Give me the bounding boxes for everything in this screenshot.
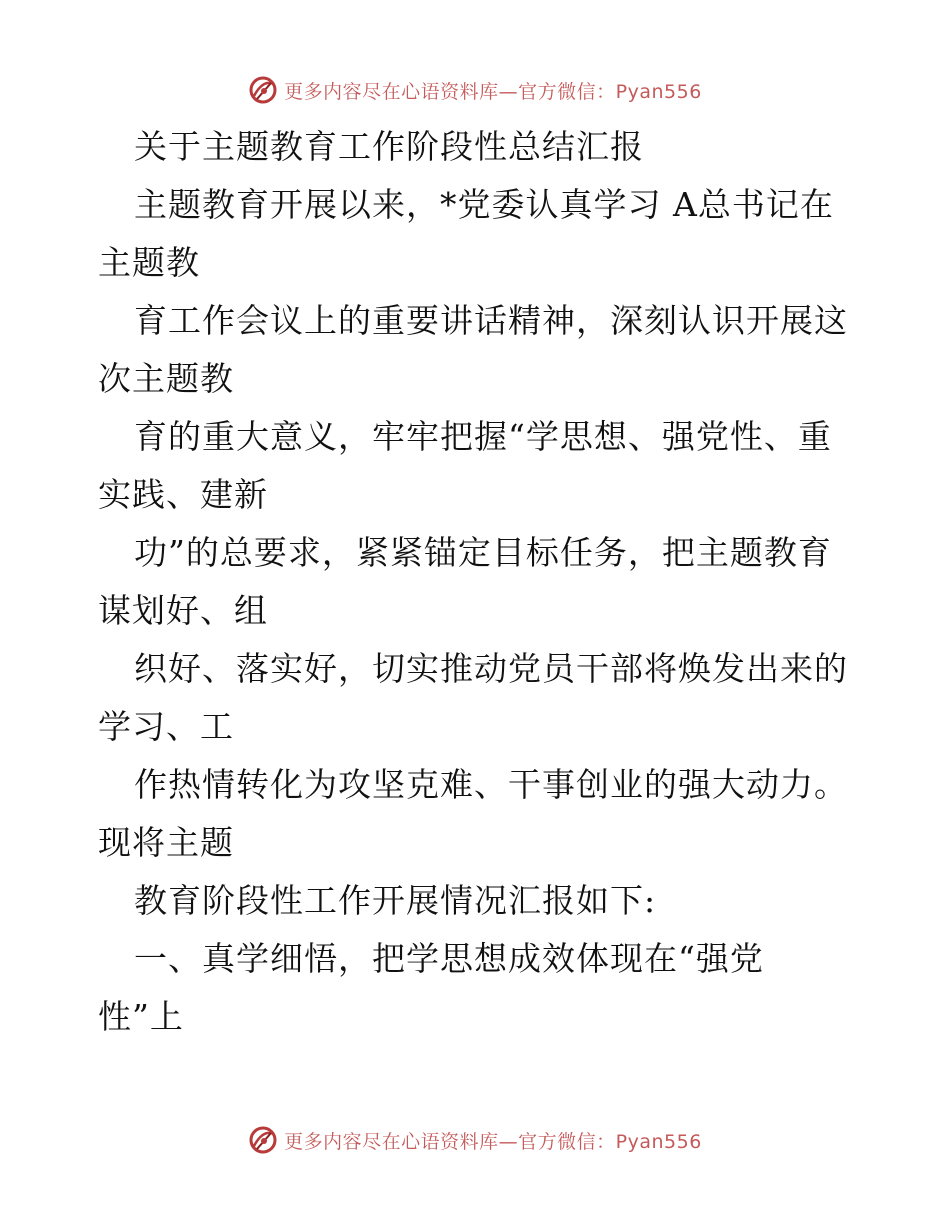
- header-banner: [0, 72, 950, 108]
- text-line: 功”的总要求，紧紧锚定目标任务，把主题教育: [134, 533, 832, 572]
- text-line: 主题教育开展以来，*党委认真学习 A总书记在: [134, 185, 834, 224]
- text-line: 现将主题: [98, 823, 234, 862]
- red-logo-icon: [248, 1125, 278, 1155]
- text-line: 谋划好、组: [98, 591, 268, 630]
- text-line: 作热情转化为攻坚克难、干事创业的强大动力。: [134, 765, 848, 804]
- document-body: [98, 118, 868, 1046]
- text-line: 织好、落实好，切实推动党员干部将焕发出来的: [134, 649, 848, 688]
- text-line: 主题教: [98, 243, 200, 282]
- document-title: 关于主题教育工作阶段性总结汇报: [134, 127, 644, 166]
- text-line: 学习、工: [98, 707, 234, 746]
- text-line: 性”上: [98, 997, 184, 1036]
- text-line: 次主题教: [98, 359, 234, 398]
- red-logo-icon: [248, 75, 278, 105]
- text-line: 一、真学细悟，把学思想成效体现在“强党: [134, 939, 764, 978]
- text-line: 实践、建新: [98, 475, 268, 514]
- text-line: 教育阶段性工作开展情况汇报如下:: [134, 881, 657, 920]
- header-banner-text: 更多内容尽在心语资料库—官方微信：Pyan556: [284, 80, 702, 103]
- text-line: 育工作会议上的重要讲话精神，深刻认识开展这: [134, 301, 848, 340]
- text-line: 育的重大意义，牢牢把握“学思想、强党性、重: [134, 417, 832, 456]
- footer-banner: [0, 1122, 950, 1158]
- footer-banner-text: 更多内容尽在心语资料库—官方微信：Pyan556: [284, 1130, 702, 1153]
